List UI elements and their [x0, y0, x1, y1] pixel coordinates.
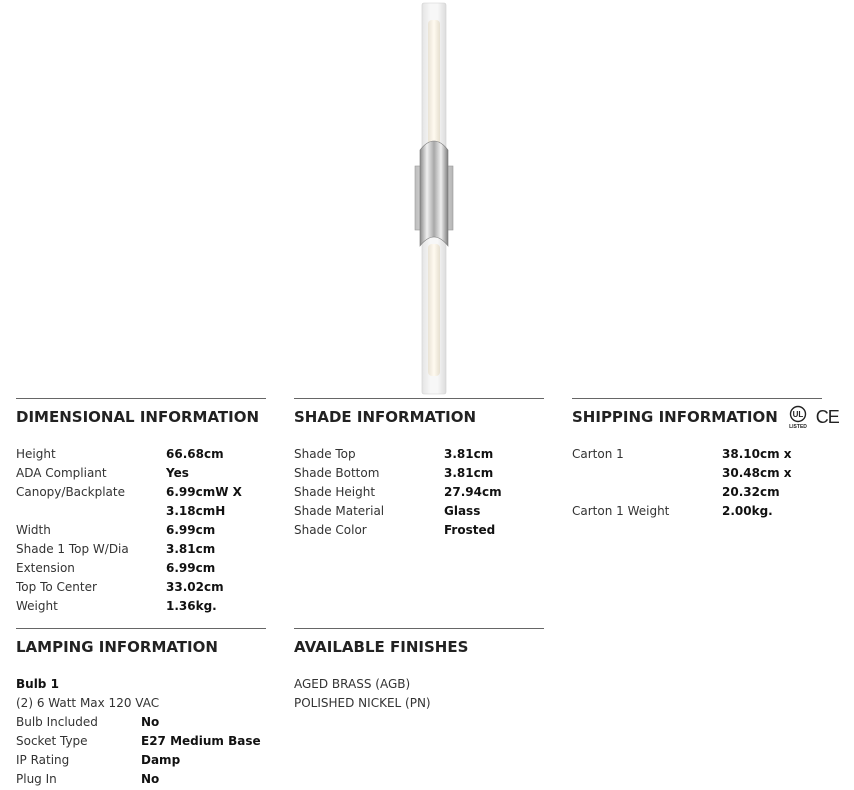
spec-row: [16, 751, 266, 770]
spec-row: [294, 502, 544, 521]
section-title: SHIPPING INFORMATION: [572, 408, 778, 426]
shade-section: [294, 398, 544, 540]
section-title: DIMENSIONAL INFORMATION: [16, 408, 260, 426]
section-title: SHADE INFORMATION: [294, 408, 477, 426]
spec-value: Damp: [141, 753, 181, 767]
spec-label: Carton 1: [572, 447, 624, 461]
section-divider: [16, 628, 266, 629]
product-image: [400, 0, 480, 396]
spec-value: 66.68cm: [166, 447, 224, 461]
spec-row: [294, 483, 544, 502]
spec-label: ADA Compliant: [16, 466, 107, 480]
spec-label: Plug In: [16, 772, 57, 786]
spec-row: [16, 578, 266, 597]
spec-value: 38.10cm x 30.48cm x 20.32cm: [722, 447, 792, 499]
spec-value: 27.94cm: [444, 485, 502, 499]
spec-label: Canopy/Backplate: [16, 485, 125, 499]
bulb-description: (2) 6 Watt Max 120 VAC: [16, 696, 160, 710]
spec-value: 6.99cm: [166, 523, 216, 537]
spec-label: Shade 1 Top W/Dia: [16, 542, 129, 556]
spec-row: [572, 502, 822, 521]
spec-value: 1.36kg.: [166, 599, 217, 613]
spec-label: Shade Color: [294, 523, 367, 537]
spec-row: [16, 597, 266, 616]
spec-value: 33.02cm: [166, 580, 224, 594]
spec-label: Height: [16, 447, 56, 461]
spec-label: Weight: [16, 599, 58, 613]
spec-value: 3.81cm: [444, 466, 494, 480]
finishes-section: [294, 628, 544, 713]
spec-row: [16, 713, 266, 732]
spec-label: Socket Type: [16, 734, 88, 748]
finish-item: AGED BRASS (AGB): [294, 677, 411, 691]
bulb-label: Bulb 1: [16, 677, 59, 691]
spec-value: Frosted: [444, 523, 496, 537]
shipping-section: [572, 398, 839, 521]
spec-value: Yes: [166, 466, 189, 480]
spec-label: Bulb Included: [16, 715, 98, 729]
dimensional-section: [16, 398, 266, 616]
section-title: LAMPING INFORMATION: [16, 638, 218, 656]
spec-value: 6.99cm: [166, 561, 216, 575]
section-divider: [294, 628, 544, 629]
spec-value: 3.81cm: [166, 542, 216, 556]
spec-value: 3.81cm: [444, 447, 494, 461]
spec-label: IP Rating: [16, 753, 70, 767]
spec-row: [572, 445, 822, 502]
lamping-section: [16, 628, 266, 789]
spec-label: Shade Material: [294, 504, 385, 518]
section-divider: [16, 398, 266, 399]
spec-row: [16, 732, 266, 751]
spec-label: Carton 1 Weight: [572, 504, 670, 518]
spec-row: [294, 445, 544, 464]
spec-label: Shade Top: [294, 447, 356, 461]
spec-value: 2.00kg.: [722, 504, 773, 518]
section-divider: [294, 398, 544, 399]
shipping-title-row: [572, 406, 839, 429]
ce-mark-icon: CE: [815, 407, 839, 427]
spec-value: No: [141, 715, 160, 729]
spec-label: Shade Bottom: [294, 466, 380, 480]
spec-label: Shade Height: [294, 485, 376, 499]
spec-label: Width: [16, 523, 51, 537]
section-title: AVAILABLE FINISHES: [294, 638, 469, 656]
spec-row: [16, 483, 266, 521]
spec-value: No: [141, 772, 160, 786]
spec-value: Glass: [444, 504, 481, 518]
spec-row: [16, 521, 266, 540]
spec-label: Extension: [16, 561, 75, 575]
spec-label: Top To Center: [16, 580, 97, 594]
spec-row: [16, 464, 266, 483]
spec-value: E27 Medium Base: [141, 734, 261, 748]
ul-mark: UL: [792, 410, 804, 419]
spec-row: [16, 559, 266, 578]
spec-row: [16, 770, 266, 789]
spec-row: [16, 445, 266, 464]
ul-listed-label: LISTED: [788, 424, 807, 429]
spec-row: [294, 521, 544, 540]
spec-value: 6.99cmW X 3.18cmH: [166, 485, 242, 518]
section-divider: [572, 398, 822, 399]
spec-row: [16, 540, 266, 559]
spec-row: [294, 464, 544, 483]
ul-listed-icon: [786, 405, 812, 429]
finish-item: POLISHED NICKEL (PN): [294, 696, 431, 710]
certifications: [786, 405, 839, 429]
